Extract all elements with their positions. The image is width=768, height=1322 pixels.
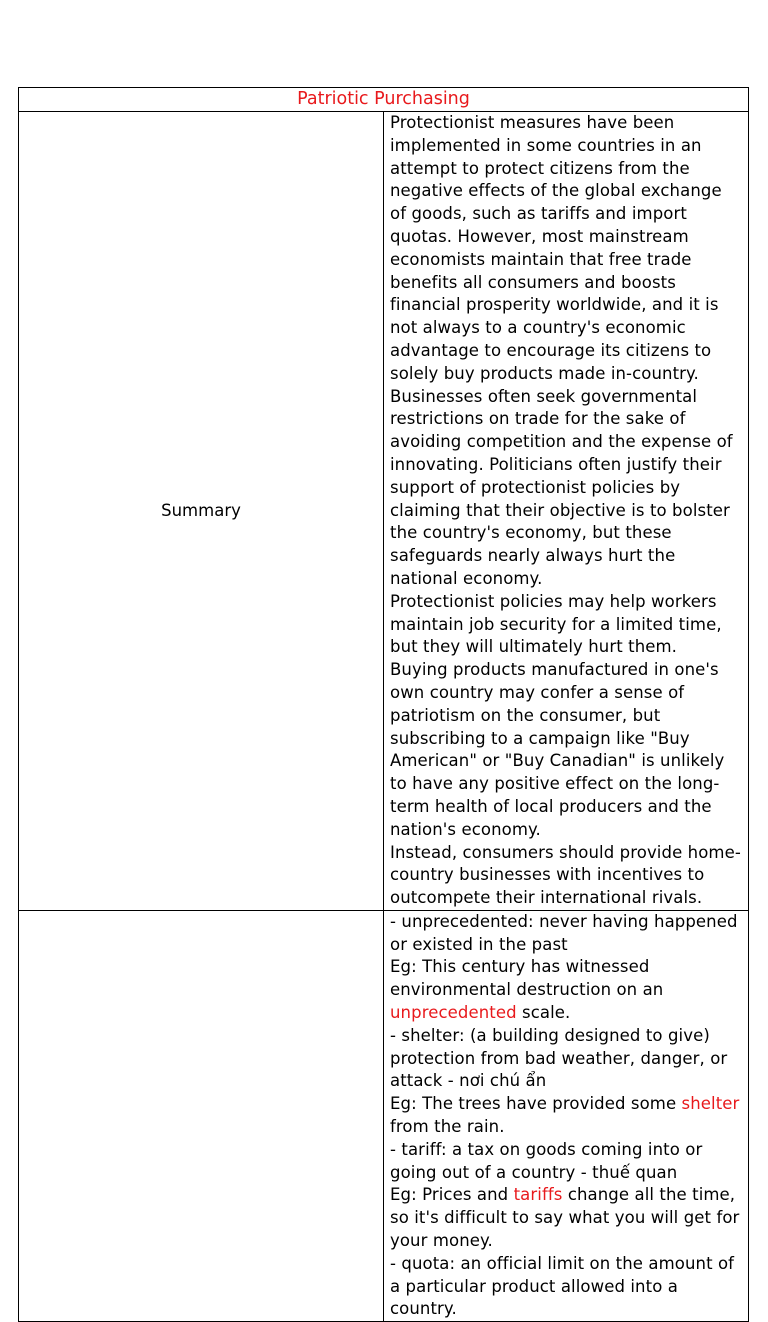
document-title: Patriotic Purchasing (19, 88, 749, 112)
vocabulary-label (19, 910, 384, 1321)
highlighted-word: unprecedented (390, 1003, 517, 1023)
example-text: Eg: This century has witnessed environmental destruction on an (390, 957, 664, 1000)
vocab-definition: - shelter: (a building designed to give) protection from bad weather, danger, or attack - nơi chú ẩn (390, 1025, 728, 1091)
vocabulary-text-cell (384, 910, 749, 1321)
example-text: Eg: The trees have provided some (390, 1094, 682, 1114)
summary-label: Summary (19, 112, 384, 911)
example-text: scale. (516, 1003, 571, 1023)
example-text: from the rain. (390, 1117, 505, 1137)
document-table (18, 87, 749, 1322)
vocab-example (390, 956, 742, 1024)
vocab-definition: - quota: an official limit on the amount of a particular product allowed into a country. (390, 1253, 735, 1319)
highlighted-word: shelter (681, 1094, 740, 1114)
vocab-example (390, 1093, 742, 1139)
summary-paragraph: Protectionist measures have been implemented in some countries in an attempt to protect citizens from the negative effects of the global exchange of goods, such as tariffs and import quotas. However, most mainstream economists maintain that free trade benefits all consumers and boosts financial prosperity worldwide, and it is not always to a country's economic advantage to encourage its citizens to solely buy products made in-country. Businesses often seek governmental restrictions on trade for the sake of avoiding competition and the expense of innovating. Politicians often justify their support of protectionist policies by claiming that their objective is to bolster the country's economy, but these safeguards nearly always hurt the national economy. (390, 113, 733, 588)
summary-paragraph: Buying products manufactured in one's own country may confer a sense of patriotism on the consumer, but subscribing to a campaign like "Buy American" or "Buy Canadian" is unlikely to have any positive effect on the long-term health of local producers and the nation's economy. (390, 660, 725, 839)
title-row (19, 88, 749, 112)
summary-paragraph: Instead, consumers should provide home-country businesses with incentives to outcompete their international rivals. (390, 842, 741, 908)
summary-paragraph: Protectionist policies may help workers maintain job security for a limited time, but they will ultimately hurt them. (390, 591, 722, 657)
vocab-definition: - tariff: a tax on goods coming into or going out of a country - thuế quan (390, 1139, 703, 1182)
vocabulary-row (19, 910, 749, 1321)
highlighted-word: tariffs (513, 1185, 563, 1205)
summary-row (19, 112, 749, 911)
example-text: Eg: Prices and (390, 1185, 514, 1205)
vocab-definition: - unprecedented: never having happened or existed in the past (390, 911, 738, 954)
summary-text-cell (384, 112, 749, 911)
vocab-example (390, 1184, 742, 1252)
example-text: change all the time, so it's difficult to say what you will get for your money. (390, 1185, 740, 1251)
